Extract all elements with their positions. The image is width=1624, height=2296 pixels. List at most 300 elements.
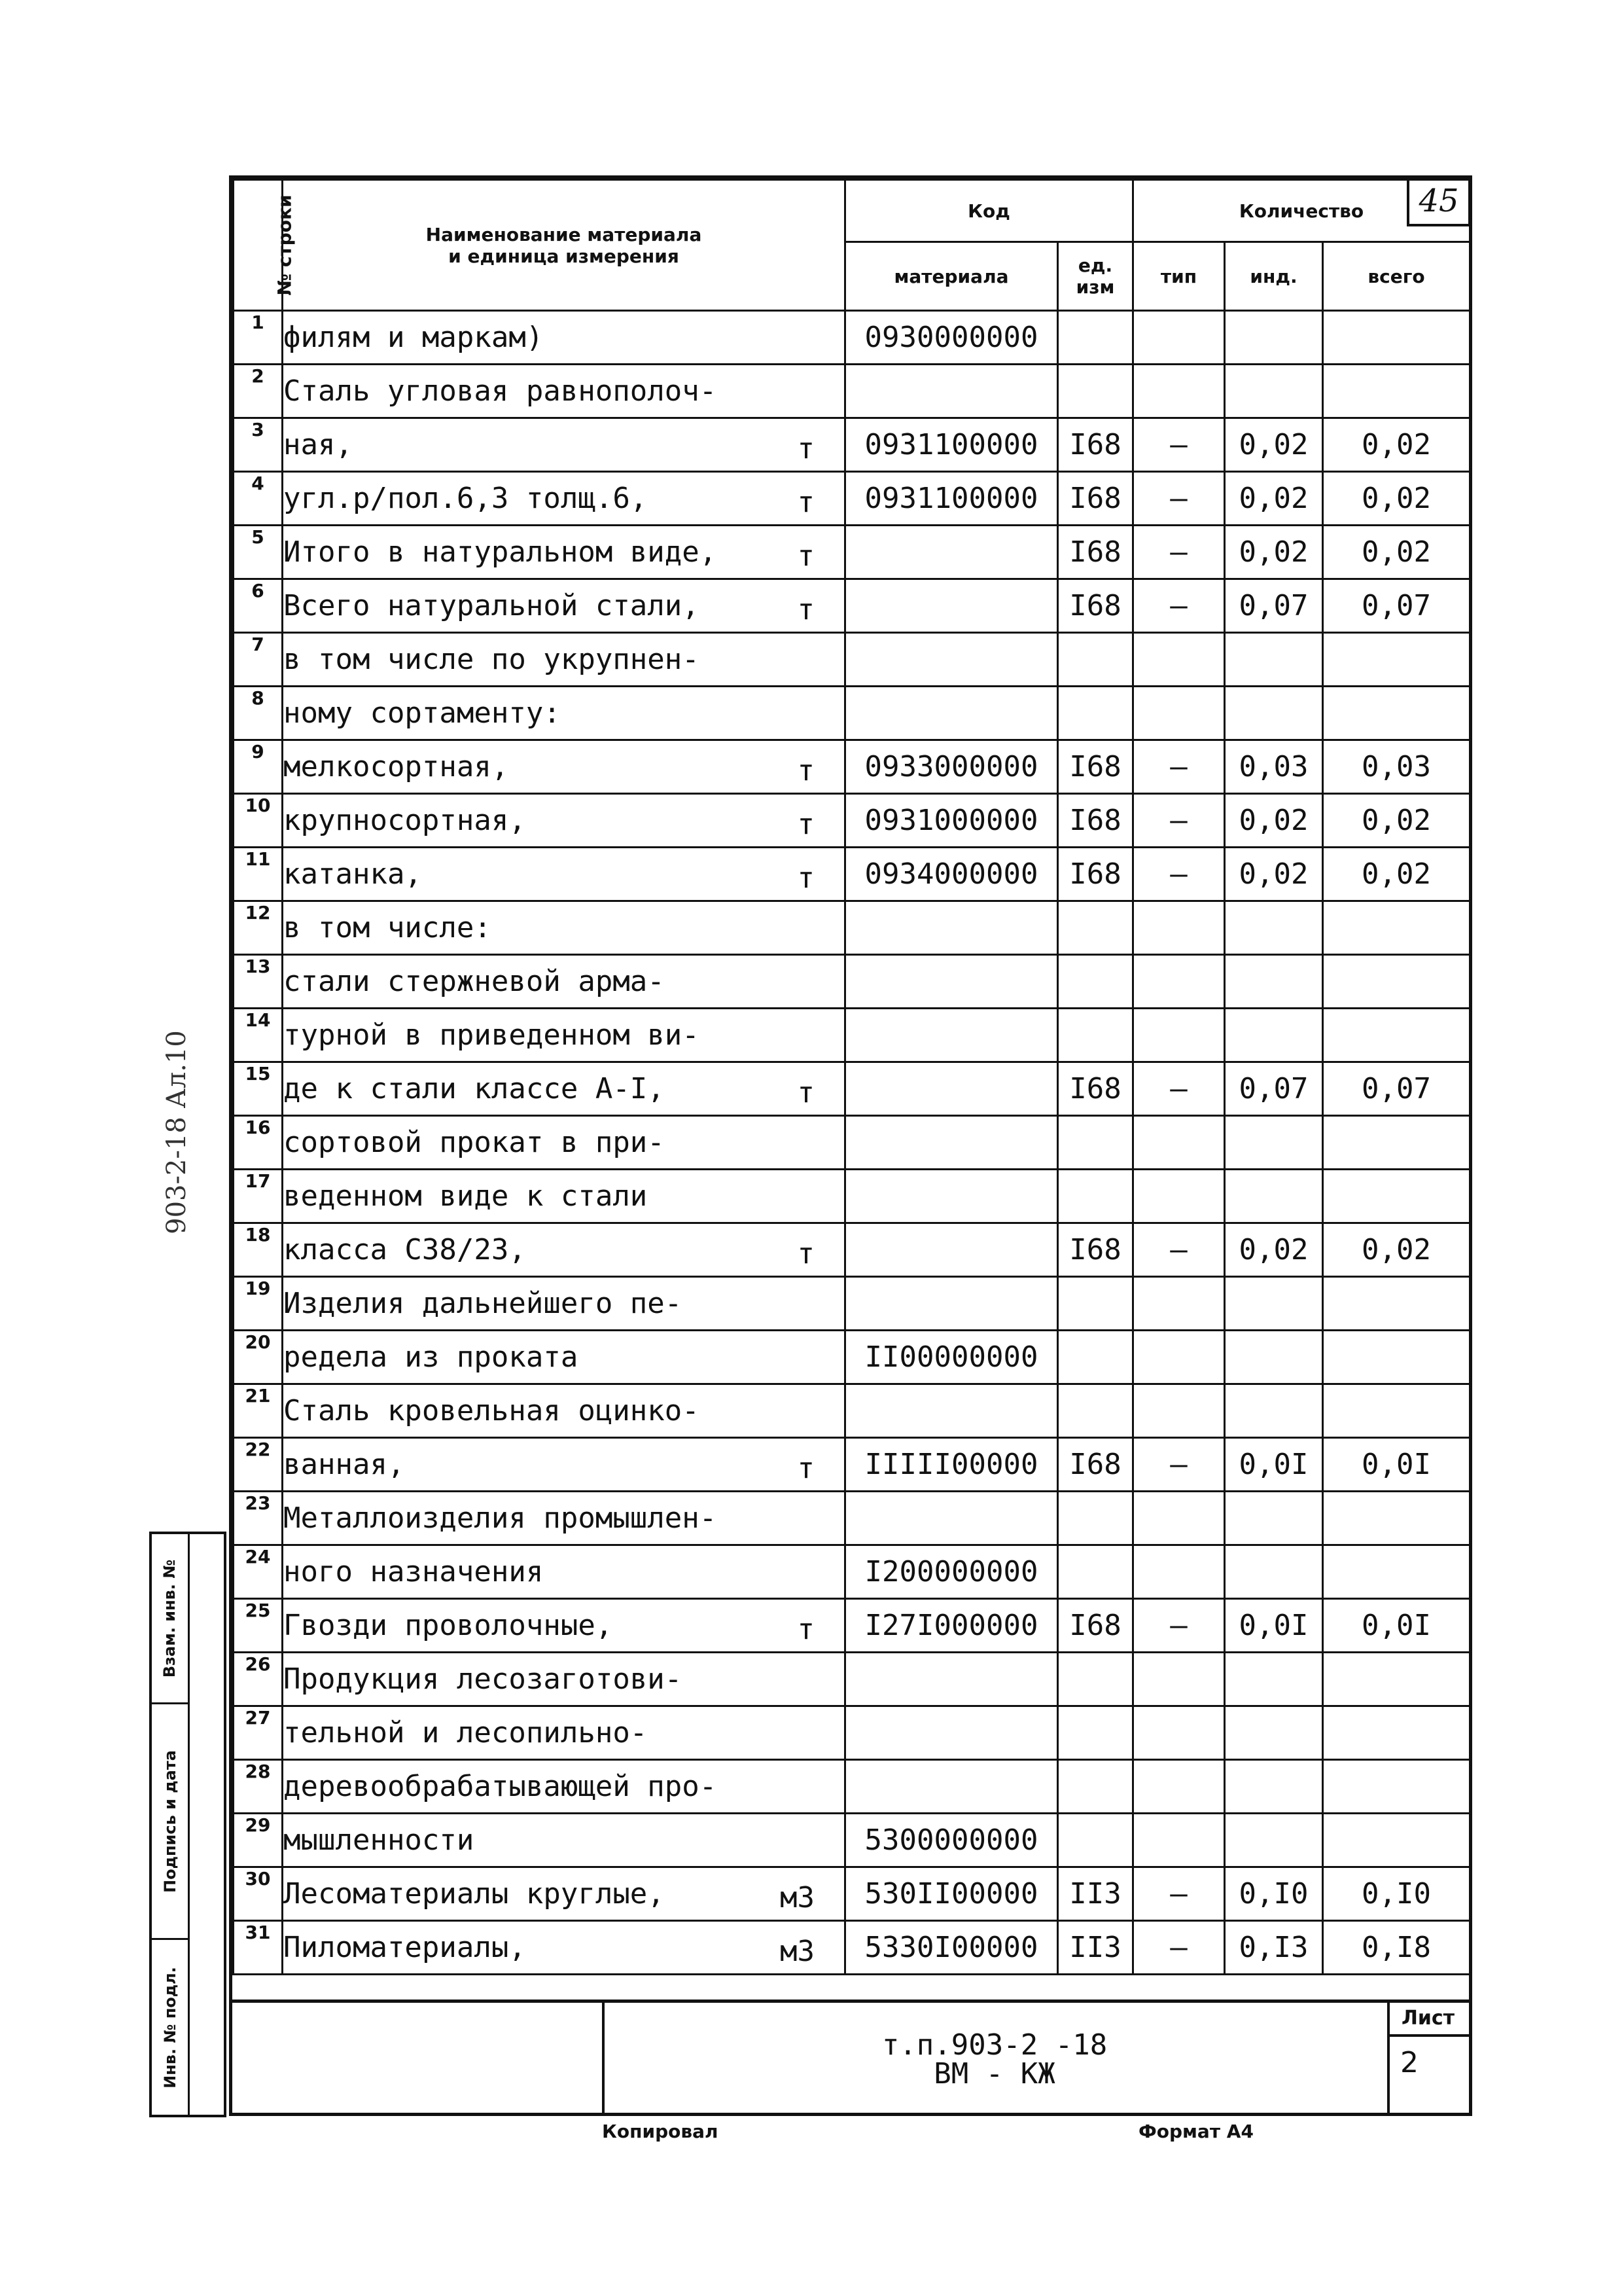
row-number: 27 [234,1706,283,1760]
material-name [283,1438,845,1492]
unit-measure: I68 [1058,1599,1133,1653]
document-code: т.п.903-2 -18 [881,2028,1108,2062]
material-name [283,418,845,472]
material-name-text: де к стали классе А-I, [283,1072,665,1105]
quantity-total [1323,1116,1470,1170]
material-code: I27I000000 [845,1599,1058,1653]
table-row [234,1706,1470,1760]
material-unit: т [797,754,815,787]
material-name-text: катанка, [283,857,422,891]
quantity-type [1133,633,1225,687]
quantity-ind [1225,1760,1323,1814]
table-row [234,1170,1470,1223]
material-code: 0934000000 [845,848,1058,901]
quantity-ind: 0,02 [1225,418,1323,472]
quantity-type [1133,1170,1225,1223]
quantity-ind: 0,02 [1225,526,1323,579]
quantity-type [1133,1653,1225,1706]
material-name [283,687,845,740]
unit-measure [1058,1653,1133,1706]
unit-measure: I68 [1058,794,1133,848]
material-unit: т [797,432,815,465]
material-name-text: Итого в натуральном виде, [283,535,717,569]
material-name [283,1331,845,1384]
table-row [234,418,1470,472]
quantity-type [1133,1706,1225,1760]
unit-measure [1058,1814,1133,1867]
header-quantity: Количество [1133,180,1470,242]
material-name [283,1706,845,1760]
header-name: Наименование материала и единица измерения [283,180,845,311]
quantity-total [1323,1653,1470,1706]
material-name [283,1814,845,1867]
table-row [234,526,1470,579]
table-row [234,901,1470,955]
title-block-left [229,2003,605,2116]
material-name [283,1062,845,1116]
material-name-text: Продукция лесозаготови- [283,1662,682,1696]
material-name-text: Сталь кровельная оцинко- [283,1394,699,1427]
material-code: I200000000 [845,1545,1058,1599]
quantity-total [1323,311,1470,365]
quantity-ind [1225,1009,1323,1062]
quantity-total: 0,02 [1323,526,1470,579]
stamp-original-inventory: Инв. № подл. [160,1966,179,2089]
stamp-signature-date: Подпись и дата [152,1704,188,1940]
table-row [234,1438,1470,1492]
row-number: 21 [234,1384,283,1438]
header-total: всего [1323,242,1470,311]
quantity-total [1323,1009,1470,1062]
stamp-divider [188,1534,190,2115]
quantity-total [1323,1492,1470,1545]
material-code: 530II00000 [845,1867,1058,1921]
quantity-type: – [1133,1921,1225,1975]
material-name [283,1170,845,1223]
margin-handwritten-note: 903-2-18 Ал.10 [162,1030,192,1234]
material-code: II00000000 [845,1331,1058,1384]
row-number: 14 [234,1009,283,1062]
material-name-text: турной в приведенном ви- [283,1018,699,1052]
unit-measure: I68 [1058,1438,1133,1492]
material-code [845,1760,1058,1814]
row-number: 24 [234,1545,283,1599]
material-name-text: тельной и лесопильно- [283,1716,648,1749]
unit-measure: I68 [1058,472,1133,526]
row-number: 6 [234,579,283,633]
row-number: 2 [234,365,283,418]
quantity-total [1323,1277,1470,1331]
quantity-ind [1225,1653,1323,1706]
material-code [845,1062,1058,1116]
quantity-ind [1225,901,1323,955]
table-row [234,1545,1470,1599]
quantity-type: – [1133,579,1225,633]
quantity-type [1133,955,1225,1009]
quantity-total [1323,1760,1470,1814]
row-number: 30 [234,1867,283,1921]
unit-measure: II3 [1058,1921,1133,1975]
quantity-total [1323,1384,1470,1438]
table-row [234,1116,1470,1170]
unit-measure [1058,1706,1133,1760]
table-row [234,1492,1470,1545]
material-name-text: филям и маркам) [283,321,544,354]
table-row [234,1599,1470,1653]
material-name [283,848,845,901]
unit-measure [1058,365,1133,418]
table-row [234,1009,1470,1062]
quantity-type: – [1133,1867,1225,1921]
quantity-type [1133,1277,1225,1331]
quantity-ind: 0,02 [1225,794,1323,848]
material-code [845,1277,1058,1331]
material-name [283,633,845,687]
material-unit: м3 [780,1935,815,1968]
material-name-text: редела из проката [283,1340,578,1374]
material-name-text: деревообрабатывающей про- [283,1770,717,1803]
quantity-total [1323,687,1470,740]
quantity-ind [1225,1331,1323,1384]
unit-measure [1058,1116,1133,1170]
material-name [283,1492,845,1545]
quantity-total: 0,I0 [1323,1867,1470,1921]
row-number: 23 [234,1492,283,1545]
quantity-type: – [1133,1062,1225,1116]
quantity-type: – [1133,1599,1225,1653]
material-unit: т [797,808,815,841]
material-name-text: в том числе по укрупнен- [283,643,699,676]
quantity-ind: 0,0I [1225,1599,1323,1653]
header-code: Код [845,180,1133,242]
material-code [845,579,1058,633]
table-row [234,740,1470,794]
table-row [234,1867,1470,1921]
material-name-text: сортовой прокат в при- [283,1126,665,1159]
material-code [845,1116,1058,1170]
unit-measure: I68 [1058,579,1133,633]
material-name [283,579,845,633]
material-name-text: класса С38/23, [283,1233,526,1266]
quantity-type [1133,1545,1225,1599]
quantity-total: 0,02 [1323,848,1470,901]
row-number: 7 [234,633,283,687]
header-material: материала [845,242,1058,311]
material-unit: т [797,539,815,573]
row-number: 10 [234,794,283,848]
material-name [283,1867,845,1921]
sheet-label: Лист [1387,2003,1469,2037]
quantity-total [1323,1331,1470,1384]
quantity-total: 0,0I [1323,1599,1470,1653]
header-ind: инд. [1225,242,1323,311]
table-row [234,687,1470,740]
material-name [283,472,845,526]
unit-measure [1058,1277,1133,1331]
quantity-total: 0,07 [1323,1062,1470,1116]
quantity-type [1133,1009,1225,1062]
row-number: 15 [234,1062,283,1116]
quantity-total: 0,02 [1323,794,1470,848]
table-row [234,794,1470,848]
material-name-text: Лесоматериалы круглые, [283,1877,665,1910]
unit-measure [1058,633,1133,687]
material-name [283,1760,845,1814]
quantity-type: – [1133,740,1225,794]
material-name [283,901,845,955]
sheet-number: 45 [1407,175,1471,226]
table-row [234,1277,1470,1331]
quantity-ind [1225,1706,1323,1760]
material-unit: т [797,1613,815,1646]
table-row [234,1921,1470,1975]
quantity-total [1323,633,1470,687]
row-number: 28 [234,1760,283,1814]
document-subcode: ВМ - КЖ [934,2056,1055,2090]
table-row [234,1223,1470,1277]
material-name-text: в том числе: [283,911,491,944]
row-number: 12 [234,901,283,955]
quantity-type: – [1133,472,1225,526]
material-code [845,1653,1058,1706]
material-name [283,1223,845,1277]
material-name [283,1599,845,1653]
margin-stamp [149,1532,226,2117]
quantity-type [1133,1760,1225,1814]
material-name [283,526,845,579]
quantity-ind: 0,03 [1225,740,1323,794]
material-name [283,794,845,848]
quantity-ind [1225,1545,1323,1599]
material-unit: т [797,1076,815,1109]
material-name-text: угл.р/пол.6,3 толщ.6, [283,482,648,515]
quantity-type: – [1133,848,1225,901]
material-code [845,1384,1058,1438]
material-code [845,633,1058,687]
material-name-text: мелкосортная, [283,750,509,783]
material-name [283,1653,845,1706]
material-name [283,1545,845,1599]
header-unit-measure: ед. изм [1058,242,1133,311]
material-name-text: крупносортная, [283,804,526,837]
row-number: 25 [234,1599,283,1653]
quantity-total: 0,0I [1323,1438,1470,1492]
material-name [283,365,845,418]
unit-measure: I68 [1058,1223,1133,1277]
material-name [283,311,845,365]
row-number: 17 [234,1170,283,1223]
material-name-text: ному сортаменту: [283,696,561,730]
quantity-type: – [1133,1438,1225,1492]
unit-measure [1058,687,1133,740]
row-number: 26 [234,1653,283,1706]
footer-copied: Копировал [602,2121,718,2142]
material-code: 5330I00000 [845,1921,1058,1975]
quantity-total: 0,02 [1323,418,1470,472]
unit-measure: I68 [1058,418,1133,472]
quantity-total [1323,365,1470,418]
row-number: 9 [234,740,283,794]
quantity-type [1133,1814,1225,1867]
unit-measure: II3 [1058,1867,1133,1921]
material-code: 5300000000 [845,1814,1058,1867]
row-number: 31 [234,1921,283,1975]
quantity-type [1133,901,1225,955]
table-row [234,1653,1470,1706]
footer-format: Формат А4 [1139,2121,1254,2142]
quantity-ind: 0,I3 [1225,1921,1323,1975]
material-code: IIIII00000 [845,1438,1058,1492]
quantity-ind: 0,I0 [1225,1867,1323,1921]
material-name [283,955,845,1009]
quantity-total [1323,1545,1470,1599]
unit-measure [1058,1760,1133,1814]
material-code: 0933000000 [845,740,1058,794]
row-number: 22 [234,1438,283,1492]
table-row [234,472,1470,526]
table-row [234,1814,1470,1867]
row-number: 19 [234,1277,283,1331]
unit-measure: I68 [1058,526,1133,579]
material-name-text: Металлоизделия промышлен- [283,1501,717,1535]
unit-measure: I68 [1058,848,1133,901]
material-name-text: Изделия дальнейшего пе- [283,1287,682,1320]
quantity-type [1133,1492,1225,1545]
row-number: 4 [234,472,283,526]
material-code [845,1492,1058,1545]
quantity-total: 0,03 [1323,740,1470,794]
material-unit: т [797,486,815,519]
stamp-replace-inventory: Взам. инв. № [152,1534,188,1704]
quantity-total: 0,02 [1323,1223,1470,1277]
material-code [845,526,1058,579]
material-unit: т [797,1452,815,1485]
table-row [234,1760,1470,1814]
material-name-text: мышленности [283,1823,474,1857]
quantity-ind: 0,02 [1225,1223,1323,1277]
quantity-ind [1225,633,1323,687]
quantity-total [1323,1814,1470,1867]
table-row [234,955,1470,1009]
quantity-ind: 0,0I [1225,1438,1323,1492]
row-number: 16 [234,1116,283,1170]
quantity-type: – [1133,418,1225,472]
unit-measure [1058,1331,1133,1384]
quantity-type [1133,365,1225,418]
row-number: 3 [234,418,283,472]
unit-measure [1058,1545,1133,1599]
sheet-value: 2 [1400,2046,1419,2079]
quantity-ind [1225,1492,1323,1545]
quantity-ind [1225,311,1323,365]
row-number: 29 [234,1814,283,1867]
unit-measure [1058,955,1133,1009]
quantity-ind [1225,1116,1323,1170]
header-row-number: № строки [234,180,283,311]
material-code: 0931100000 [845,418,1058,472]
quantity-ind [1225,955,1323,1009]
unit-measure: I68 [1058,740,1133,794]
quantity-type [1133,1384,1225,1438]
table-row [234,1062,1470,1116]
material-code [845,687,1058,740]
row-number: 8 [234,687,283,740]
material-name-text: стали стержневой арма- [283,965,665,998]
quantity-type: – [1133,526,1225,579]
row-number: 11 [234,848,283,901]
material-name-text: Пиломатериалы, [283,1931,526,1964]
quantity-total: 0,I8 [1323,1921,1470,1975]
material-code [845,1223,1058,1277]
unit-measure: I68 [1058,1062,1133,1116]
unit-measure [1058,1170,1133,1223]
row-number: 18 [234,1223,283,1277]
material-name [283,1384,845,1438]
material-name [283,1009,845,1062]
title-block [229,2000,1472,2116]
unit-measure [1058,1384,1133,1438]
quantity-type: – [1133,1223,1225,1277]
quantity-type [1133,1331,1225,1384]
material-unit: т [797,1237,815,1270]
material-name-text: ванная, [283,1448,405,1481]
material-name [283,740,845,794]
unit-measure [1058,901,1133,955]
material-name-text: ного назначения [283,1555,544,1588]
material-code [845,901,1058,955]
table-row [234,633,1470,687]
table-row [234,579,1470,633]
quantity-ind: 0,02 [1225,848,1323,901]
quantity-ind [1225,1277,1323,1331]
material-name [283,1116,845,1170]
specification-table [232,179,1471,1975]
quantity-ind: 0,07 [1225,579,1323,633]
material-name-text: веденном виде к стали [283,1179,648,1213]
quantity-ind: 0,07 [1225,1062,1323,1116]
quantity-total [1323,955,1470,1009]
quantity-type [1133,1116,1225,1170]
quantity-ind [1225,365,1323,418]
row-number: 1 [234,311,283,365]
quantity-total [1323,1170,1470,1223]
quantity-ind [1225,687,1323,740]
quantity-ind [1225,1814,1323,1867]
material-name-text: Всего натуральной стали, [283,589,699,622]
row-number: 20 [234,1331,283,1384]
quantity-total: 0,02 [1323,472,1470,526]
unit-measure [1058,1492,1133,1545]
table-row [234,848,1470,901]
material-unit: м3 [780,1881,815,1914]
material-code: 0931000000 [845,794,1058,848]
table-row [234,1331,1470,1384]
quantity-total [1323,901,1470,955]
unit-measure [1058,1009,1133,1062]
table-row [234,365,1470,418]
material-unit: т [797,861,815,895]
table-row [234,1384,1470,1438]
quantity-ind [1225,1384,1323,1438]
quantity-total: 0,07 [1323,579,1470,633]
material-code: 0931100000 [845,472,1058,526]
quantity-total [1323,1706,1470,1760]
row-number: 13 [234,955,283,1009]
material-code [845,365,1058,418]
material-code: 0930000000 [845,311,1058,365]
material-code [845,1170,1058,1223]
material-name [283,1921,845,1975]
